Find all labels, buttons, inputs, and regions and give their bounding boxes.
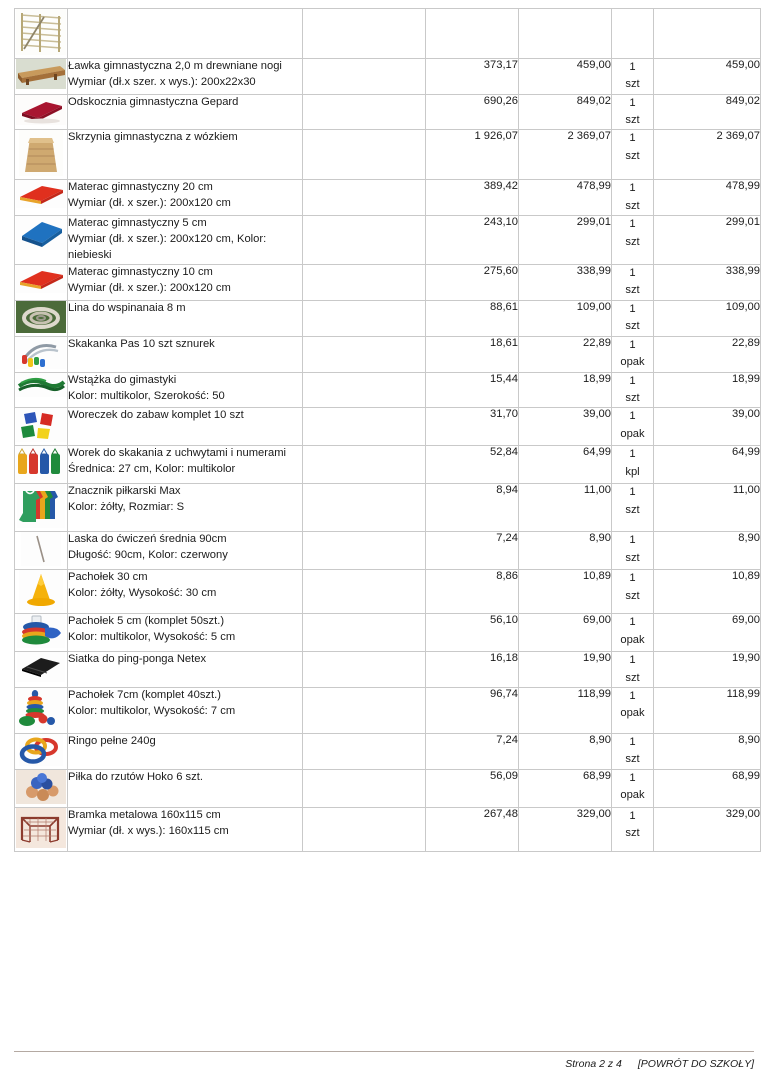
bean-bags-icon (16, 408, 66, 442)
product-title: Skakanka Pas 10 szt sznurek (68, 337, 215, 350)
gross-price-cell: 299,01 (519, 216, 612, 265)
page-footer (14, 1051, 754, 1070)
product-thumbnail-cell (15, 808, 68, 852)
notes-cell (303, 688, 426, 734)
gross-price-cell: 329,00 (519, 808, 612, 852)
product-description: Wymiar (dł.x szer. x wys.): 200x22x30 (68, 75, 256, 88)
product-name-cell (68, 770, 303, 808)
table-row (15, 570, 761, 614)
cone-7-set-icon (17, 688, 65, 730)
product-thumbnail-cell (15, 770, 68, 808)
quantity-unit: szt (625, 319, 640, 332)
quantity-value: 1 (629, 534, 636, 547)
product-title: Odskocznia gimnastyczna Gepard (68, 95, 239, 108)
cone-30-icon (19, 570, 63, 610)
gross-price-cell: 849,02 (519, 94, 612, 130)
quantity-value: 1 (629, 572, 636, 585)
product-title: Lina do wspinanaia 8 m (68, 301, 186, 314)
ringo-rings-icon (19, 734, 63, 766)
quantity-cell (612, 336, 654, 372)
quantity-cell (612, 300, 654, 336)
product-name-cell (68, 59, 303, 95)
table-row (15, 484, 761, 532)
product-name-cell (68, 734, 303, 770)
gross-price-cell: 39,00 (519, 408, 612, 446)
product-title: Znacznik piłkarski Max (68, 485, 181, 498)
footer-page-number: Strona 2 z 4 (565, 1058, 622, 1070)
product-description: Średnica: 27 cm, Kolor: multikolor (68, 463, 236, 476)
product-thumbnail-cell (15, 484, 68, 532)
product-thumbnail-cell (15, 59, 68, 95)
line-total-cell: 329,00 (654, 808, 761, 852)
throwing-balls-icon (16, 770, 66, 804)
net-price-cell: 18,61 (426, 336, 519, 372)
mat-blue-icon (16, 216, 66, 250)
net-price-cell: 56,09 (426, 770, 519, 808)
product-name-cell (68, 336, 303, 372)
net-price-cell: 88,61 (426, 300, 519, 336)
notes-cell (303, 130, 426, 180)
product-thumbnail-cell (15, 300, 68, 336)
line-total-cell: 69,00 (654, 614, 761, 652)
line-total-cell: 11,00 (654, 484, 761, 532)
quantity-cell (612, 532, 654, 570)
gross-price-cell: 478,99 (519, 180, 612, 216)
product-thumbnail-cell (15, 130, 68, 180)
product-title: Siatka do ping-ponga Netex (68, 653, 207, 666)
quantity-cell (612, 614, 654, 652)
table-row (15, 808, 761, 852)
product-thumbnail-cell (15, 94, 68, 130)
line-total-cell: 478,99 (654, 180, 761, 216)
gross-price-cell: 2 369,07 (519, 130, 612, 180)
jump-sacks-icon (16, 446, 66, 480)
gross-price-cell: 338,99 (519, 264, 612, 300)
line-total-cell: 8,90 (654, 734, 761, 770)
product-name-cell (68, 264, 303, 300)
product-name-cell (68, 9, 303, 59)
net-price-cell: 8,86 (426, 570, 519, 614)
quantity-value: 1 (629, 448, 636, 461)
gross-price-cell: 459,00 (519, 59, 612, 95)
notes-cell (303, 264, 426, 300)
quantity-unit: szt (625, 235, 640, 248)
jump-ropes-icon (16, 337, 66, 369)
product-title: Woreczek do zabaw komplet 10 szt (68, 409, 244, 422)
product-name-cell (68, 570, 303, 614)
gross-price-cell: 19,90 (519, 652, 612, 688)
line-total-cell: 118,99 (654, 688, 761, 734)
quantity-cell (612, 770, 654, 808)
quantity-value: 1 (629, 338, 636, 351)
gym-stick-icon (21, 532, 61, 566)
quantity-cell (612, 484, 654, 532)
cone-5-set-icon (17, 614, 65, 648)
product-name-cell (68, 180, 303, 216)
quantity-unit: kpl (625, 465, 640, 478)
quantity-value: 1 (629, 690, 636, 703)
gym-bench-icon (16, 59, 66, 89)
quantity-cell (612, 652, 654, 688)
notes-cell (303, 446, 426, 484)
quantity-value: 1 (629, 810, 636, 823)
product-thumbnail-cell (15, 336, 68, 372)
notes-cell (303, 372, 426, 408)
net-price-cell: 243,10 (426, 216, 519, 265)
table-row (15, 264, 761, 300)
product-name-cell (68, 652, 303, 688)
notes-cell (303, 652, 426, 688)
product-name-cell (68, 94, 303, 130)
notes-cell (303, 734, 426, 770)
table-row (15, 372, 761, 408)
quantity-cell (612, 216, 654, 265)
line-total-cell: 849,02 (654, 94, 761, 130)
quantity-unit: szt (625, 753, 640, 766)
quantity-cell (612, 59, 654, 95)
product-description: Wymiar (dł. x wys.): 160x115 cm (68, 824, 229, 837)
product-thumbnail-cell (15, 408, 68, 446)
quantity-unit: szt (625, 149, 640, 162)
table-row (15, 336, 761, 372)
notes-cell (303, 94, 426, 130)
product-thumbnail-cell (15, 614, 68, 652)
notes-cell (303, 59, 426, 95)
product-description: Kolor: żółty, Wysokość: 30 cm (68, 587, 217, 600)
table-row (15, 770, 761, 808)
product-title: Pachołek 7cm (komplet 40szt.) (68, 689, 221, 702)
quantity-value: 1 (629, 266, 636, 279)
gross-price-cell: 69,00 (519, 614, 612, 652)
quantity-cell (612, 446, 654, 484)
product-description: Wymiar (dł. x szer.): 200x120 cm (68, 281, 231, 294)
footer-catalog-label: [POWRÓT DO SZKOŁY] (637, 1058, 754, 1070)
product-description: Kolor: multikolor, Wysokość: 5 cm (68, 631, 236, 644)
price-list-table (14, 8, 761, 852)
gross-price-cell: 18,99 (519, 372, 612, 408)
quantity-unit: szt (625, 78, 640, 91)
quantity-cell (612, 408, 654, 446)
product-name-cell (68, 130, 303, 180)
product-thumbnail-cell (15, 180, 68, 216)
product-name-cell (68, 808, 303, 852)
quantity-unit: opak (620, 355, 645, 368)
quantity-unit: szt (625, 114, 640, 127)
quantity-value: 1 (629, 736, 636, 749)
table-row (15, 9, 761, 59)
mat-red-icon (16, 265, 66, 293)
gross-price-cell (519, 9, 612, 59)
gross-price-cell: 109,00 (519, 300, 612, 336)
line-total-cell (654, 9, 761, 59)
net-price-cell: 373,17 (426, 59, 519, 95)
net-price-cell: 389,42 (426, 180, 519, 216)
gross-price-cell: 8,90 (519, 734, 612, 770)
product-description: Kolor: multikolor, Szerokość: 50 (68, 389, 225, 402)
notes-cell (303, 570, 426, 614)
quantity-unit: szt (625, 827, 640, 840)
line-total-cell: 2 369,07 (654, 130, 761, 180)
quantity-value: 1 (629, 772, 636, 785)
quantity-cell (612, 9, 654, 59)
notes-cell (303, 532, 426, 570)
line-total-cell: 459,00 (654, 59, 761, 95)
quantity-cell (612, 570, 654, 614)
quantity-cell (612, 94, 654, 130)
net-price-cell: 690,26 (426, 94, 519, 130)
table-row (15, 734, 761, 770)
notes-cell (303, 180, 426, 216)
line-total-cell: 19,90 (654, 652, 761, 688)
notes-cell (303, 216, 426, 265)
product-thumbnail-cell (15, 216, 68, 265)
quantity-cell (612, 734, 654, 770)
quantity-value: 1 (629, 410, 636, 423)
line-total-cell: 8,90 (654, 532, 761, 570)
quantity-value: 1 (629, 61, 636, 73)
line-total-cell: 68,99 (654, 770, 761, 808)
table-row (15, 688, 761, 734)
gross-price-cell: 8,90 (519, 532, 612, 570)
product-name-cell (68, 484, 303, 532)
net-price-cell: 7,24 (426, 532, 519, 570)
net-price-cell: 52,84 (426, 446, 519, 484)
gross-price-cell: 22,89 (519, 336, 612, 372)
climbing-rope-icon (16, 301, 66, 333)
gross-price-cell: 10,89 (519, 570, 612, 614)
product-description: Kolor: multikolor, Wysokość: 7 cm (68, 704, 236, 717)
line-total-cell: 338,99 (654, 264, 761, 300)
mat-red-icon (16, 180, 66, 208)
product-thumbnail-cell (15, 570, 68, 614)
quantity-unit: szt (625, 391, 640, 404)
product-name-cell (68, 408, 303, 446)
notes-cell (303, 408, 426, 446)
product-thumbnail-cell (15, 652, 68, 688)
product-thumbnail-cell (15, 532, 68, 570)
quantity-unit: opak (620, 707, 645, 720)
quantity-cell (612, 130, 654, 180)
table-row (15, 180, 761, 216)
line-total-cell: 18,99 (654, 372, 761, 408)
product-description: Wymiar (dł. x szer.): 200x120 cm, Kolor: niebieski (68, 233, 267, 261)
product-thumbnail-cell (15, 688, 68, 734)
quantity-unit: opak (620, 789, 645, 802)
quantity-cell (612, 688, 654, 734)
quantity-unit: szt (625, 284, 640, 297)
product-title: Pachołek 30 cm (68, 571, 148, 584)
product-name-cell (68, 446, 303, 484)
quantity-unit: szt (625, 503, 640, 516)
product-thumbnail-cell (15, 264, 68, 300)
table-row (15, 408, 761, 446)
table-row (15, 130, 761, 180)
product-description: Długość: 90cm, Kolor: czerwony (68, 549, 228, 562)
table-row (15, 300, 761, 336)
product-name-cell (68, 216, 303, 265)
table-body (15, 9, 761, 852)
notes-cell (303, 808, 426, 852)
line-total-cell: 299,01 (654, 216, 761, 265)
product-title: Ringo pełne 240g (68, 735, 156, 748)
product-title: Pachołek 5 cm (komplet 50szt.) (68, 615, 225, 628)
quantity-value: 1 (629, 132, 636, 145)
net-price-cell: 275,60 (426, 264, 519, 300)
quantity-cell (612, 264, 654, 300)
quantity-value: 1 (629, 182, 636, 195)
gross-price-cell: 11,00 (519, 484, 612, 532)
net-price-cell (426, 9, 519, 59)
product-name-cell (68, 614, 303, 652)
product-title: Laska do ćwiczeń średnia 90cm (68, 533, 227, 546)
product-title: Wstążka do gimastyki (68, 373, 177, 386)
product-thumbnail-cell (15, 446, 68, 484)
quantity-value: 1 (629, 374, 636, 387)
gross-price-cell: 118,99 (519, 688, 612, 734)
table-row (15, 652, 761, 688)
quantity-value: 1 (629, 616, 636, 629)
quantity-unit: szt (625, 199, 640, 212)
notes-cell (303, 484, 426, 532)
product-title: Skrzynia gimnastyczna z wózkiem (68, 131, 238, 144)
springboard-icon (16, 95, 66, 125)
product-title: Piłka do rzutów Hoko 6 szt. (68, 771, 203, 784)
product-title: Materac gimnastyczny 10 cm (68, 265, 213, 278)
quantity-cell (612, 372, 654, 408)
product-title: Bramka metalowa 160x115 cm (68, 809, 221, 822)
product-description: Wymiar (dł. x szer.): 200x120 cm (68, 197, 231, 210)
table-row (15, 532, 761, 570)
product-title: Materac gimnastyczny 5 cm (68, 217, 207, 230)
line-total-cell: 10,89 (654, 570, 761, 614)
net-price-cell: 96,74 (426, 688, 519, 734)
gross-price-cell: 68,99 (519, 770, 612, 808)
table-row (15, 614, 761, 652)
quantity-unit: opak (620, 427, 645, 440)
product-name-cell (68, 532, 303, 570)
product-title: Ławka gimnastyczna 2,0 m drewniane nogi (68, 60, 282, 72)
vaulting-box-icon (19, 130, 63, 176)
product-thumbnail-cell (15, 734, 68, 770)
pingpong-net-icon (17, 652, 65, 682)
net-price-cell: 267,48 (426, 808, 519, 852)
line-total-cell: 109,00 (654, 300, 761, 336)
net-price-cell: 31,70 (426, 408, 519, 446)
line-total-cell: 64,99 (654, 446, 761, 484)
product-name-cell (68, 372, 303, 408)
notes-cell (303, 300, 426, 336)
quantity-value: 1 (629, 486, 636, 499)
quantity-unit: szt (625, 551, 640, 564)
table-row (15, 94, 761, 130)
quantity-value: 1 (629, 302, 636, 315)
wall-bars-icon (16, 9, 66, 55)
table-row (15, 446, 761, 484)
metal-goal-icon (16, 808, 66, 848)
product-title: Materac gimnastyczny 20 cm (68, 181, 213, 194)
line-total-cell: 22,89 (654, 336, 761, 372)
product-title: Worek do skakania z uchwytami i numerami (68, 447, 287, 460)
product-name-cell (68, 688, 303, 734)
quantity-unit: szt (625, 589, 640, 602)
line-total-cell: 39,00 (654, 408, 761, 446)
notes-cell (303, 9, 426, 59)
notes-cell (303, 336, 426, 372)
net-price-cell: 1 926,07 (426, 130, 519, 180)
table-row (15, 59, 761, 95)
quantity-unit: szt (625, 671, 640, 684)
quantity-value: 1 (629, 218, 636, 231)
net-price-cell: 16,18 (426, 652, 519, 688)
quantity-cell (612, 808, 654, 852)
gym-ribbon-icon (16, 373, 66, 397)
product-description: Kolor: żółty, Rozmiar: S (68, 501, 185, 514)
quantity-value: 1 (629, 96, 636, 109)
quantity-cell (612, 180, 654, 216)
quantity-unit: opak (620, 633, 645, 646)
net-price-cell: 56,10 (426, 614, 519, 652)
notes-cell (303, 770, 426, 808)
table-row (15, 216, 761, 265)
training-bibs-icon (17, 484, 65, 528)
net-price-cell: 7,24 (426, 734, 519, 770)
product-thumbnail-cell (15, 9, 68, 59)
product-thumbnail-cell (15, 372, 68, 408)
quantity-value: 1 (629, 654, 636, 667)
net-price-cell: 15,44 (426, 372, 519, 408)
net-price-cell: 8,94 (426, 484, 519, 532)
notes-cell (303, 614, 426, 652)
gross-price-cell: 64,99 (519, 446, 612, 484)
product-name-cell (68, 300, 303, 336)
